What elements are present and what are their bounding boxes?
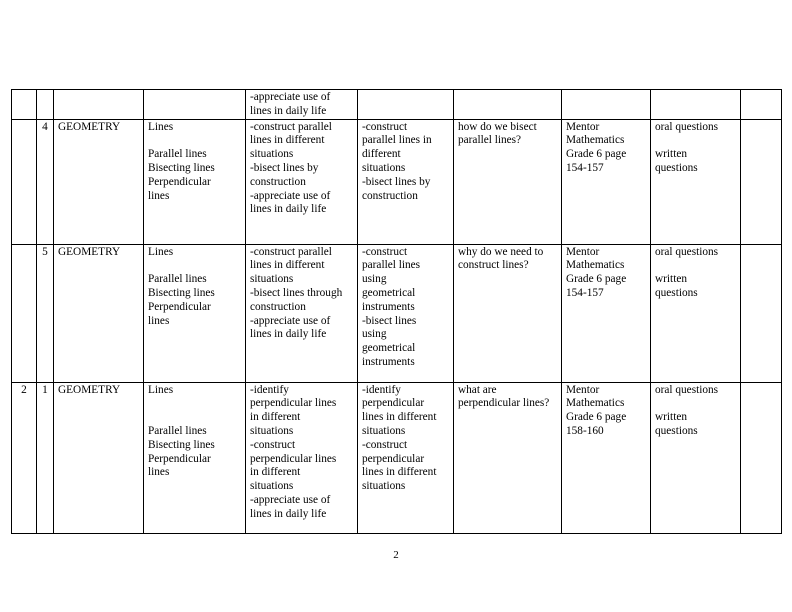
cell-line: Parallel lines — [148, 273, 207, 286]
week-cell — [12, 244, 37, 382]
cell-line: perpendicular lines — [250, 397, 337, 410]
cell-line: Lines — [148, 245, 174, 258]
cell-line: 154-157 — [566, 286, 604, 299]
learning-experiences-cell — [358, 382, 454, 533]
cell-line: situations — [250, 148, 294, 161]
cell-line: -identify — [250, 383, 289, 396]
objectives-cell — [246, 90, 358, 120]
lesson-cell: 5 — [37, 244, 54, 382]
cell-line — [148, 411, 241, 425]
table-row — [12, 90, 782, 120]
cell-line: in different — [250, 466, 301, 479]
cell-line: lines in different — [362, 466, 437, 479]
objectives-cell — [246, 244, 358, 382]
cell-line: 154-157 — [566, 161, 604, 174]
cell-line: oral questions — [655, 245, 719, 258]
cell-line: lines in daily life — [250, 507, 327, 520]
cell-line — [148, 134, 241, 148]
sub-strand-cell — [144, 90, 246, 120]
cell-line: lines in different — [362, 411, 437, 424]
cell-line: Mathematics — [566, 397, 625, 410]
cell-line — [655, 397, 736, 411]
sub-strand-cell — [144, 244, 246, 382]
scheme-of-work-table — [11, 89, 782, 534]
cell-line: situations — [250, 424, 294, 437]
assessment-cell — [651, 90, 741, 120]
resources-cell — [562, 90, 651, 120]
cell-line: lines in daily life — [250, 203, 327, 216]
cell-line: Mentor — [566, 245, 600, 258]
cell-line: using — [362, 273, 387, 286]
cell-line: Bisecting lines — [148, 161, 215, 174]
cell-line: -construct — [362, 438, 408, 451]
cell-line: -bisect lines — [362, 314, 417, 327]
table-row — [12, 244, 782, 382]
remarks-cell — [741, 382, 782, 533]
cell-line: 158-160 — [566, 424, 604, 437]
cell-line: Lines — [148, 383, 174, 396]
assessment-cell — [651, 119, 741, 244]
sub-strand-cell — [144, 119, 246, 244]
cell-line — [655, 259, 736, 273]
cell-line: Parallel lines — [148, 424, 207, 437]
week-cell — [12, 119, 37, 244]
remarks-cell — [741, 90, 782, 120]
cell-line: Grade 6 page — [566, 148, 627, 161]
sub-strand-cell — [144, 382, 246, 533]
cell-line: -appreciate use of — [250, 493, 331, 506]
cell-line: geometrical — [362, 286, 416, 299]
cell-line: lines in daily life — [250, 104, 327, 117]
cell-line: -appreciate use of — [250, 91, 331, 103]
learning-experiences-cell — [358, 244, 454, 382]
cell-line: in different — [250, 411, 301, 424]
cell-line: situations — [362, 161, 406, 174]
cell-line: situations — [362, 480, 406, 493]
cell-line: perpendicular — [362, 452, 425, 465]
learning-experiences-cell — [358, 119, 454, 244]
cell-line: oral questions — [655, 383, 719, 396]
cell-line: situations — [362, 424, 406, 437]
objectives-cell — [246, 382, 358, 533]
cell-line: perpendicular lines? — [458, 397, 550, 410]
resources-cell — [562, 119, 651, 244]
cell-line: different — [362, 148, 401, 161]
cell-line: lines in daily life — [250, 328, 327, 341]
cell-line: Mentor — [566, 383, 600, 396]
table-row — [12, 382, 782, 533]
cell-line — [148, 259, 241, 273]
cell-line: questions — [655, 286, 698, 299]
cell-line: using — [362, 328, 387, 341]
cell-line: situations — [250, 273, 294, 286]
cell-line: perpendicular — [362, 397, 425, 410]
cell-line: Perpendicular — [148, 452, 211, 465]
cell-line: -bisect lines through — [250, 286, 343, 299]
key-inquiry-cell — [454, 90, 562, 120]
cell-line: Lines — [148, 120, 174, 133]
table-row — [12, 119, 782, 244]
cell-line: oral questions — [655, 120, 719, 133]
cell-line: Grade 6 page — [566, 273, 627, 286]
strand-cell — [54, 90, 144, 120]
cell-line: construction — [362, 189, 418, 202]
cell-line: questions — [655, 161, 698, 174]
cell-line: written — [655, 273, 687, 286]
remarks-cell — [741, 244, 782, 382]
cell-line: geometrical — [362, 342, 416, 355]
cell-line — [148, 397, 241, 411]
cell-line: instruments — [362, 300, 415, 313]
resources-cell — [562, 244, 651, 382]
lesson-cell — [37, 90, 54, 120]
cell-line: lines — [148, 466, 170, 479]
cell-line: -construct parallel — [250, 120, 332, 133]
cell-line: parallel lines in — [362, 134, 432, 147]
resources-cell — [562, 382, 651, 533]
lesson-cell: 1 — [37, 382, 54, 533]
cell-line: Bisecting lines — [148, 438, 215, 451]
cell-line: lines in different — [250, 259, 325, 272]
cell-line: what are — [458, 383, 497, 396]
cell-line: Mentor — [566, 120, 600, 133]
cell-line: situations — [250, 480, 294, 493]
cell-line: how do we bisect — [458, 120, 537, 133]
week-cell: 2 — [12, 382, 37, 533]
page-number: 2 — [393, 549, 399, 561]
cell-line: lines — [148, 314, 170, 327]
objectives-cell — [246, 119, 358, 244]
learning-experiences-cell — [358, 90, 454, 120]
cell-line: parallel lines — [362, 259, 421, 272]
cell-line: -appreciate use of — [250, 314, 331, 327]
cell-line: Perpendicular — [148, 175, 211, 188]
cell-line: -appreciate use of — [250, 189, 331, 202]
cell-line: parallel lines? — [458, 134, 522, 147]
cell-line: construction — [250, 300, 306, 313]
cell-line: construction — [250, 175, 306, 188]
cell-line: lines in different — [250, 134, 325, 147]
week-cell — [12, 90, 37, 120]
strand-cell: GEOMETRY — [54, 119, 144, 244]
remarks-cell — [741, 119, 782, 244]
cell-line: -bisect lines by — [362, 175, 431, 188]
cell-line: why do we need to — [458, 245, 544, 258]
cell-line: written — [655, 411, 687, 424]
cell-line — [655, 134, 736, 148]
cell-line: Mathematics — [566, 134, 625, 147]
cell-line: -construct — [362, 120, 408, 133]
strand-cell: GEOMETRY — [54, 382, 144, 533]
cell-line: -identify — [362, 383, 401, 396]
cell-line: perpendicular lines — [250, 452, 337, 465]
cell-line: written — [655, 148, 687, 161]
cell-line: instruments — [362, 355, 415, 368]
key-inquiry-cell — [454, 119, 562, 244]
cell-line: -bisect lines by — [250, 161, 319, 174]
key-inquiry-cell — [454, 244, 562, 382]
cell-line: -construct — [362, 245, 408, 258]
cell-line: -construct parallel — [250, 245, 332, 258]
cell-line: Perpendicular — [148, 300, 211, 313]
cell-line: Grade 6 page — [566, 411, 627, 424]
cell-line: Bisecting lines — [148, 286, 215, 299]
cell-line: Mathematics — [566, 259, 625, 272]
key-inquiry-cell — [454, 382, 562, 533]
assessment-cell — [651, 244, 741, 382]
cell-line: questions — [655, 424, 698, 437]
assessment-cell — [651, 382, 741, 533]
cell-line: Parallel lines — [148, 148, 207, 161]
cell-line: -construct — [250, 438, 296, 451]
lesson-cell: 4 — [37, 119, 54, 244]
strand-cell: GEOMETRY — [54, 244, 144, 382]
cell-line: lines — [148, 189, 170, 202]
cell-line: construct lines? — [458, 259, 529, 272]
